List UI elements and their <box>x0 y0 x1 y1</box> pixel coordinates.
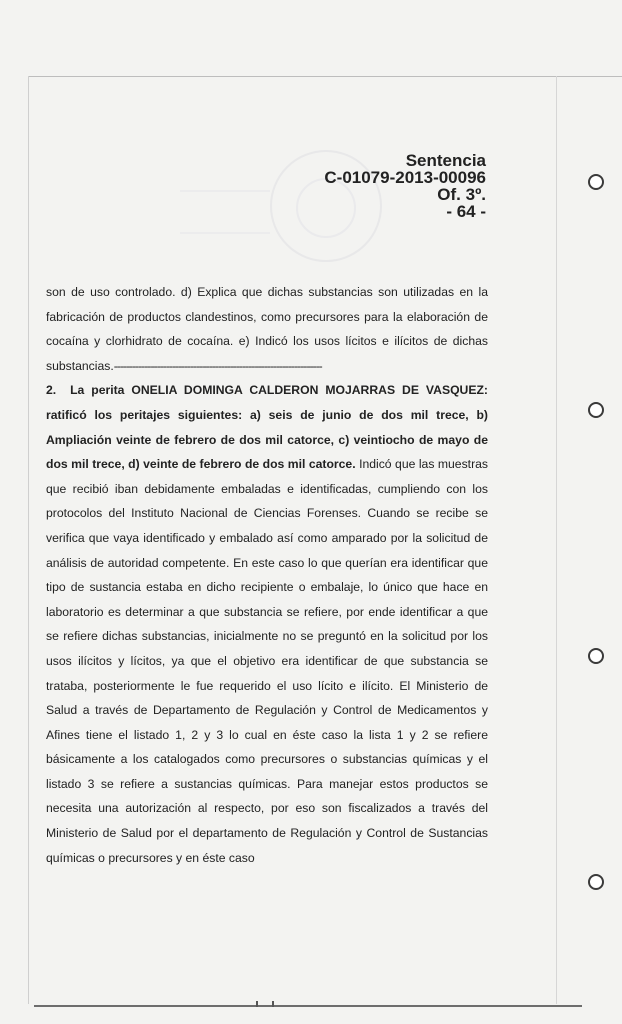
office-number: Of. 3º. <box>437 185 486 204</box>
bottom-tick <box>256 1001 274 1007</box>
bleed-through-mark <box>180 190 270 234</box>
binder-hole-3 <box>588 648 604 664</box>
binder-hole-1 <box>588 174 604 190</box>
document-body <box>46 280 488 870</box>
paragraph-1-text: son de uso controlado. d) Explica que dichas substancias son utilizadas en la fabricación de productos clandestinos, como precursores para la elaboración de cocaína y clorhidrato de cocaína. e) Indicó los usos lícitos e ilícitos de dichas substancias. <box>46 285 488 373</box>
paragraph-2-text: Indicó que las muestras que recibió iban debidamente embaladas e identificadas, cumpliendo con los protocolos del Instituto Nacional de Ciencias Forenses. Cuando se recibe se verifica que vaya identificado y embalado así como amparado por la solicitud de análisis de autoridad competente. En este caso lo que querían era identificar que tipo de sustancia estaba en dicho recipiente o embalaje, lo único que hace en laboratorio es determinar a que substancia se refiere, por ende identificar a que se refiere dichas substancias, inicialmente no se preguntó en la solicitud por los usos ilícitos y lícitos, ya que el objetivo era identificar de que substancia se trataba, posteriormente le fue requerido el uso lícito e ilícito. El Ministerio de Salud a través de Departamento de Regulación y Control de Medicamentos y Afines tiene el listado 1, 2 y 3 lo cual en éste caso la lista 1 y 2 se refiere básicamente a los catalogados como precursores o substancias químicas y el listado 3 se refiere a sustancias químicas. Para manejar estos productos se necesita una autorización al respecto, por eso son fiscalizados a través del Ministerio de Salud por el departamento de Regulación y Control de Sustancias químicas o precursores y en éste caso <box>46 457 488 865</box>
paragraph-2 <box>46 378 488 870</box>
binder-hole-4 <box>588 874 604 890</box>
paragraph-1 <box>46 280 488 378</box>
bottom-rule <box>34 1005 582 1007</box>
case-number: C-01079-2013-00096 <box>324 168 486 187</box>
document-header <box>324 152 486 220</box>
page-edge-top <box>28 76 622 77</box>
page-number: - 64 - <box>446 202 486 221</box>
page-margin-line <box>556 76 557 1004</box>
paragraph-2-number: 2. <box>46 383 57 398</box>
dash-fill: -------------------------------------------------------------------- <box>113 358 322 373</box>
document-title: Sentencia <box>405 151 486 170</box>
page-edge-left <box>28 76 29 1004</box>
paragraph-2-bold-text: La perita ONELIA DOMINGA CALDERON MOJARRAS DE VASQUEZ: ratificó los peritajes siguientes: a) seis de junio de dos mil trece, b) Ampliación veinte de febrero de dos mil catorce, c) veintiocho de mayo de dos mil trece, d) veinte de febrero de dos mil catorce. <box>46 383 488 472</box>
binder-hole-2 <box>588 402 604 418</box>
